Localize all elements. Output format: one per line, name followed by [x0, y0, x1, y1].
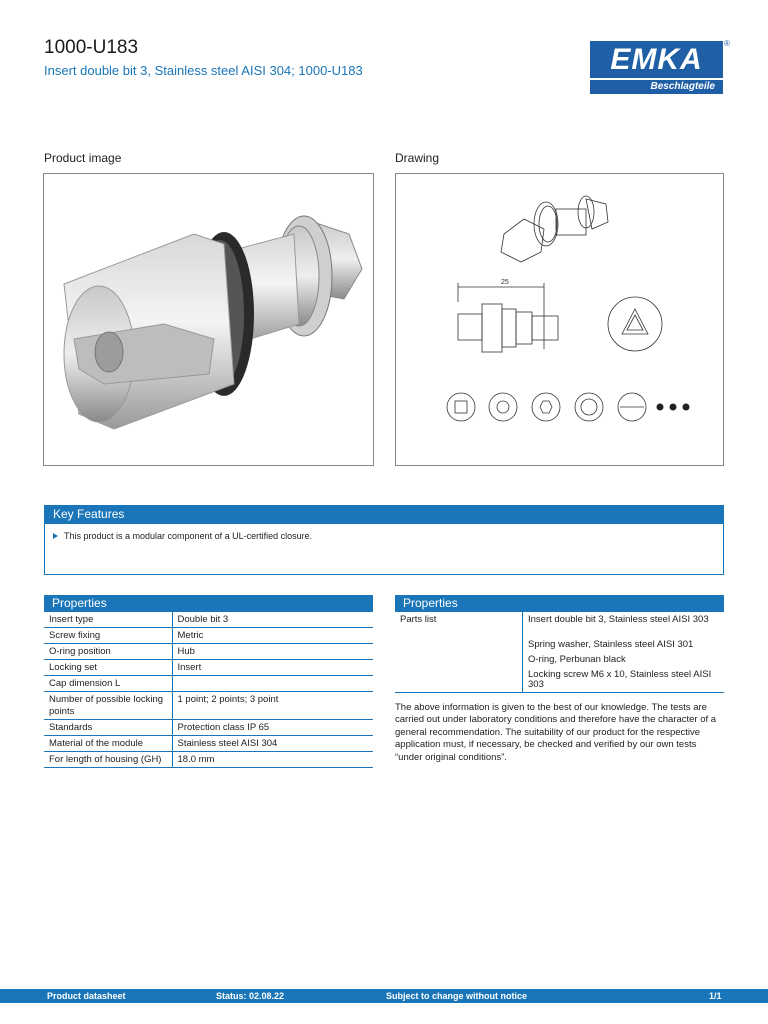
property-value — [172, 676, 373, 692]
emka-logo — [590, 39, 730, 94]
insert-symbols — [447, 393, 690, 421]
logo-tagline: Beschlagteile — [590, 80, 723, 94]
property-key: Standards — [44, 720, 172, 736]
key-feature-text: This product is a modular component of a UL-certified closure. — [64, 531, 313, 541]
key-feature-item — [53, 531, 312, 541]
property-value: Stainless steel AISI 304 — [172, 736, 373, 752]
property-value: Double bit 3 — [172, 612, 373, 628]
property-value: Insert — [172, 660, 373, 676]
logo-registered-mark: ® — [724, 39, 730, 48]
page-subtitle: Insert double bit 3, Stainless steel AISI 304; 1000-U183 — [44, 63, 363, 78]
bullet-triangle-icon — [53, 533, 58, 539]
property-value: Hub — [172, 644, 373, 660]
page-title: 1000-U183 — [44, 37, 139, 58]
parts-list-item: Spring washer, Stainless steel AISI 301 — [528, 639, 694, 650]
key-features-heading: Key Features — [45, 506, 723, 524]
technical-drawing — [396, 174, 723, 465]
table-row — [44, 644, 373, 660]
logo-brand: EMKA — [590, 41, 723, 78]
property-value: Protection class IP 65 — [172, 720, 373, 736]
properties-left-heading: Properties — [44, 595, 373, 612]
footer-status: Status: 02.08.22 — [216, 991, 285, 1001]
table-row — [44, 628, 373, 644]
footer-page-number: 1/1 — [709, 991, 722, 1001]
front-view — [608, 297, 662, 351]
key-features-panel — [44, 505, 724, 575]
property-key: Number of possible locking points — [44, 692, 172, 720]
footer-notice: Subject to change without notice — [386, 991, 528, 1001]
property-key: For length of housing (GH) — [44, 752, 172, 768]
footer-doc-type: Product datasheet — [47, 991, 126, 1001]
side-view — [458, 283, 558, 352]
properties-left-table — [44, 612, 373, 768]
dimension-label: 25 — [501, 279, 509, 286]
property-key: Screw fixing — [44, 628, 172, 644]
product-image — [44, 174, 373, 465]
property-value: Metric — [172, 628, 373, 644]
footer-bar — [0, 989, 768, 1003]
product-image-frame — [43, 173, 374, 466]
property-key: O-ring position — [44, 644, 172, 660]
property-key: Cap dimension L — [44, 676, 172, 692]
table-row — [44, 676, 373, 692]
table-row — [44, 612, 373, 628]
parts-list-item: Insert double bit 3, Stainless steel AISI 303 — [528, 614, 709, 625]
table-row — [44, 736, 373, 752]
property-value: 1 point; 2 points; 3 point — [172, 692, 373, 720]
table-row — [44, 752, 373, 768]
property-key: Insert type — [44, 612, 172, 628]
table-row — [44, 660, 373, 676]
table-row — [44, 692, 373, 720]
parts-list-item: Locking screw M6 x 10, Stainless steel AISI 303 — [528, 669, 712, 690]
properties-right-heading: Properties — [395, 595, 724, 612]
property-key: Material of the module — [44, 736, 172, 752]
parts-list-key: Parts list — [395, 612, 523, 692]
property-value: 18.0 mm — [172, 752, 373, 768]
drawing-frame — [395, 173, 724, 466]
isometric-view — [501, 196, 608, 262]
parts-list-row — [395, 612, 724, 693]
product-image-label: Product image — [44, 151, 122, 165]
disclaimer-text: The above information is given to the best of our knowledge. The tests are carried out under laboratory conditions and therefore have the character of a general recommendation. The suitability of our product for the respective application must, if necessary, be checked and verified by our own tests “under original conditions”. — [395, 702, 717, 763]
table-row — [44, 720, 373, 736]
parts-list-item: O-ring, Perbunan black — [528, 654, 626, 665]
property-key: Locking set — [44, 660, 172, 676]
drawing-label: Drawing — [395, 151, 440, 165]
